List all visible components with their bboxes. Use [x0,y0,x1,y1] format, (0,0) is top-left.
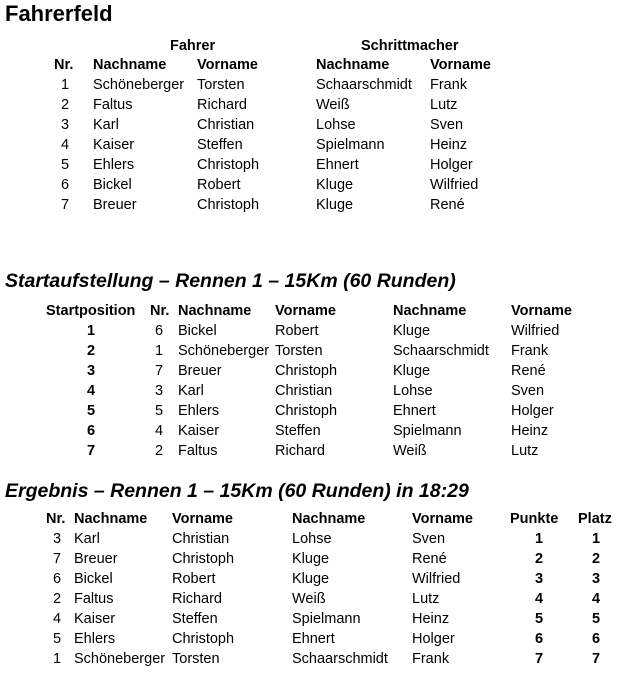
col-header-vorname: Vorname [172,511,233,527]
cell-punkte: 6 [534,631,544,647]
cell-punkte: 7 [534,651,544,667]
cell-sm-nachname: Kluge [393,323,431,339]
cell-startposition: 1 [86,323,96,339]
cell-nachname: Bickel [93,177,132,193]
col-header-vorname: Vorname [275,303,336,319]
cell-sm-nachname: Weiß [292,591,326,607]
cell-sm-vorname: Holger [430,157,473,173]
cell-nr: 1 [154,343,164,359]
cell-nr: 5 [52,631,62,647]
cell-sm-nachname: Kluge [316,197,354,213]
cell-sm-vorname: Lutz [511,443,539,459]
col-header-sm-nachname: Nachname [316,57,390,73]
cell-vorname: Richard [197,97,247,113]
cell-nr: 1 [60,77,70,93]
cell-vorname: Robert [197,177,241,193]
cell-sm-nachname: Schaarschmidt [316,77,412,93]
cell-nachname: Karl [93,117,119,133]
cell-nachname: Schöneberger [93,77,185,93]
cell-nachname: Faltus [178,443,218,459]
cell-sm-vorname: Wilfried [412,571,461,587]
cell-platz: 7 [591,651,601,667]
cell-sm-vorname: Sven [412,531,446,547]
cell-nachname: Kaiser [93,137,135,153]
cell-nr: 2 [52,591,62,607]
cell-nr: 4 [60,137,70,153]
cell-platz: 4 [591,591,601,607]
cell-sm-nachname: Schaarschmidt [393,343,489,359]
cell-nr: 2 [154,443,164,459]
cell-nachname: Karl [74,531,100,547]
cell-sm-nachname: Kluge [292,571,330,587]
cell-nr: 5 [60,157,70,173]
cell-platz: 2 [591,551,601,567]
cell-sm-vorname: Wilfried [511,323,560,339]
cell-sm-nachname: Lohse [292,531,332,547]
cell-nr: 2 [60,97,70,113]
col-header-platz: Platz [578,511,612,527]
cell-vorname: Richard [172,591,222,607]
fahrerfeld-title: Fahrerfeld [5,1,113,26]
cell-punkte: 1 [534,531,544,547]
cell-punkte: 4 [534,591,544,607]
cell-sm-vorname: Frank [511,343,549,359]
cell-startposition: 6 [86,423,96,439]
col-header-nachname: Nachname [93,57,167,73]
cell-platz: 3 [591,571,601,587]
cell-sm-vorname: René [511,363,546,379]
cell-sm-nachname: Kluge [316,177,354,193]
cell-nr: 4 [154,423,164,439]
cell-vorname: Steffen [197,137,243,153]
col-header-punkte: Punkte [510,511,559,527]
cell-startposition: 2 [86,343,96,359]
cell-startposition: 4 [86,383,96,399]
cell-nr: 3 [154,383,164,399]
cell-sm-vorname: Holger [412,631,455,647]
cell-sm-nachname: Lohse [393,383,433,399]
fahrer-group-header: Fahrer [170,38,216,54]
startaufstellung-title: Startaufstellung – Rennen 1 – 15Km (60 Runden) [5,270,456,292]
cell-vorname: Christoph [172,551,235,567]
cell-nr: 7 [52,551,62,567]
cell-sm-vorname: Lutz [430,97,458,113]
cell-nr: 3 [52,531,62,547]
cell-sm-nachname: Spielmann [393,423,462,439]
cell-sm-nachname: Ehnert [292,631,335,647]
cell-nr: 7 [60,197,70,213]
cell-vorname: Torsten [197,77,245,93]
cell-nachname: Kaiser [74,611,116,627]
cell-sm-nachname: Spielmann [316,137,385,153]
cell-sm-nachname: Schaarschmidt [292,651,388,667]
cell-vorname: Christian [275,383,333,399]
cell-sm-nachname: Ehnert [316,157,359,173]
cell-nr: 4 [52,611,62,627]
col-header-nachname: Nachname [74,511,148,527]
cell-nachname: Kaiser [178,423,220,439]
col-header-nr: Nr. [54,57,74,73]
cell-sm-vorname: Sven [430,117,464,133]
cell-sm-vorname: Frank [430,77,468,93]
cell-sm-nachname: Ehnert [393,403,436,419]
cell-nachname: Schöneberger [74,651,166,667]
cell-startposition: 3 [86,363,96,379]
cell-sm-vorname: René [430,197,465,213]
cell-nachname: Schöneberger [178,343,270,359]
cell-platz: 6 [591,631,601,647]
cell-nr: 6 [154,323,164,339]
cell-startposition: 5 [86,403,96,419]
cell-nachname: Karl [178,383,204,399]
cell-vorname: Torsten [275,343,323,359]
cell-sm-vorname: Sven [511,383,545,399]
cell-sm-nachname: Lohse [316,117,356,133]
cell-nachname: Ehlers [74,631,116,647]
cell-platz: 1 [591,531,601,547]
cell-sm-nachname: Weiß [316,97,350,113]
cell-platz: 5 [591,611,601,627]
cell-vorname: Christian [172,531,230,547]
cell-nachname: Faltus [74,591,114,607]
cell-nachname: Ehlers [93,157,135,173]
cell-nachname: Faltus [93,97,133,113]
cell-nachname: Breuer [74,551,118,567]
cell-vorname: Steffen [275,423,321,439]
cell-sm-nachname: Spielmann [292,611,361,627]
cell-vorname: Christian [197,117,255,133]
col-header-nachname: Nachname [178,303,252,319]
cell-nr: 7 [154,363,164,379]
cell-sm-nachname: Kluge [292,551,330,567]
cell-nr: 1 [52,651,62,667]
cell-vorname: Robert [275,323,319,339]
cell-sm-vorname: Heinz [412,611,450,627]
cell-nachname: Bickel [178,323,217,339]
cell-nr: 6 [52,571,62,587]
col-header-startposition: Startposition [46,303,136,319]
cell-punkte: 3 [534,571,544,587]
cell-vorname: Torsten [172,651,220,667]
cell-nachname: Bickel [74,571,113,587]
col-header-vorname: Vorname [197,57,258,73]
cell-vorname: Richard [275,443,325,459]
col-header-sm-nachname: Nachname [393,303,467,319]
cell-sm-vorname: Wilfried [430,177,479,193]
schrittmacher-group-header: Schrittmacher [361,38,459,54]
cell-nachname: Ehlers [178,403,220,419]
cell-nachname: Breuer [93,197,137,213]
cell-vorname: Steffen [172,611,218,627]
cell-sm-vorname: Heinz [430,137,468,153]
cell-sm-vorname: René [412,551,447,567]
cell-sm-vorname: Holger [511,403,554,419]
cell-vorname: Christoph [172,631,235,647]
cell-nr: 5 [154,403,164,419]
col-header-sm-nachname: Nachname [292,511,366,527]
col-header-sm-vorname: Vorname [511,303,572,319]
cell-sm-nachname: Kluge [393,363,431,379]
cell-sm-vorname: Heinz [511,423,549,439]
cell-punkte: 2 [534,551,544,567]
cell-vorname: Christoph [197,197,260,213]
cell-sm-vorname: Frank [412,651,450,667]
cell-nr: 3 [60,117,70,133]
cell-vorname: Christoph [275,403,338,419]
cell-punkte: 5 [534,611,544,627]
cell-nr: 6 [60,177,70,193]
col-header-nr: Nr. [150,303,170,319]
cell-vorname: Christoph [197,157,260,173]
col-header-sm-vorname: Vorname [412,511,473,527]
ergebnis-title: Ergebnis – Rennen 1 – 15Km (60 Runden) in 18:29 [5,480,469,502]
cell-vorname: Christoph [275,363,338,379]
col-header-nr: Nr. [46,511,66,527]
cell-startposition: 7 [86,443,96,459]
cell-vorname: Robert [172,571,216,587]
cell-sm-nachname: Weiß [393,443,427,459]
col-header-sm-vorname: Vorname [430,57,491,73]
cell-nachname: Breuer [178,363,222,379]
cell-sm-vorname: Lutz [412,591,440,607]
